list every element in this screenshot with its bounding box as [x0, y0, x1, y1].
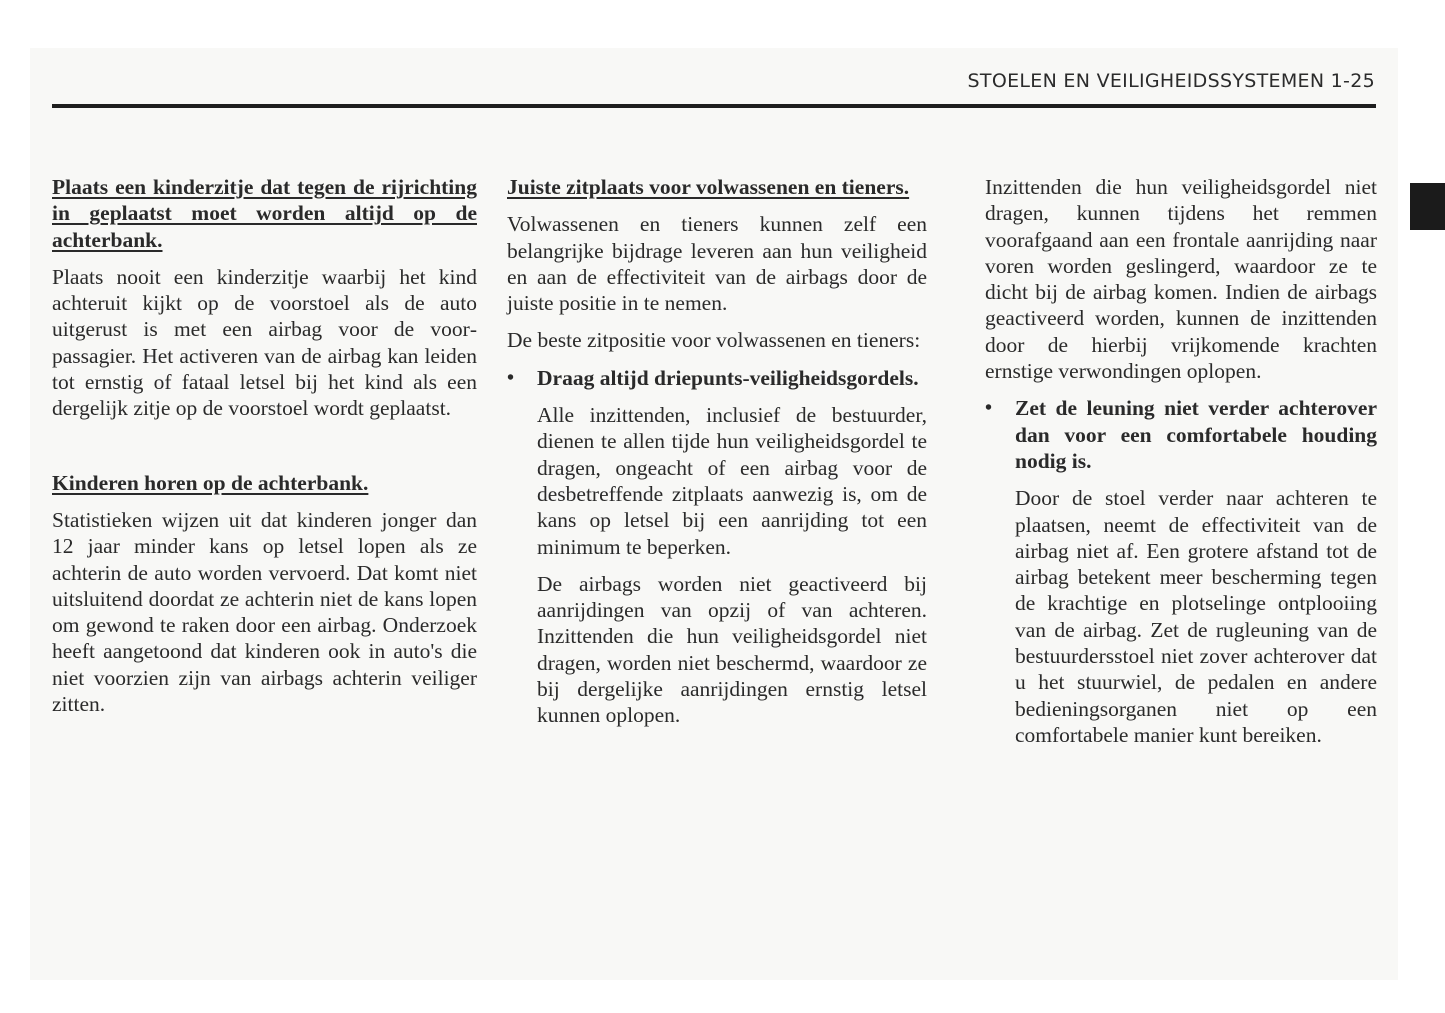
bullet-seatbelts: [507, 365, 927, 391]
column-right: [985, 174, 1377, 759]
paragraph-side-rear-collisions: De airbags worden niet geactiveerd bij aanrijdingen van opzij of van achteren. Inzittenden die hun veiligheidsgordel niet dragen, worden niet beschermd, waardoor ze bij dergelijke aanrijdingen ernstig letsel kunnen oplopen.: [537, 571, 927, 728]
paragraph-unbelted-occupants: Inzittenden die hun veiligheidsgordel niet dragen, kunnen tijdens het remmen voorafgaand aan een frontale aanrijding naar voren worden geslingerd, waardoor ze te dicht bij de airbag komen. Indien de airbags geactiveerd worden, kunnen de inzittenden door de hierbij vrijkomende krachten ernstige verwondingen oplopen.: [985, 175, 1377, 384]
heading-correct-seating: Juiste zitplaats voor volwassenen en tieners.: [507, 175, 910, 199]
paragraph-best-position: De beste zitpositie voor volwassenen en tieners:: [507, 328, 921, 353]
column-middle: [507, 174, 927, 740]
paragraph-rear-facing-warning: Plaats nooit een kinderzitje waarbij het kind achteruit kijkt op de voorstoel als de auto uitgerust is met een airbag voor de voorpassagier. Het activeren van de airbag kan leiden tot ernstig of fataal letsel bij het kind als een dergelijk zitje op de voorstoel wordt geplaatst.: [52, 264, 477, 421]
page-header-title: STOELEN EN VEILIGHEIDSSYSTEMEN 1-25: [967, 70, 1375, 92]
bullet-seatback-text: Zet de leuning niet verder achterover dan voor een comfortabele houding nodig is.: [1015, 396, 1377, 473]
bullet-seatback: [985, 395, 1377, 474]
paragraph-all-occupants: Alle inzittenden, inclusief de bestuurder, dienen te allen tijde hun veiligheidsgordel te dragen, ongeacht of een airbag voor de desbetreffende zitplaats aanwezig is, om de kans op letsel bij een aanrijding tot een minimum te beperken.: [537, 403, 927, 559]
section-tab-marker: [1410, 183, 1445, 230]
heading-children-rear-seat: Kinderen horen op de achterbank.: [52, 470, 369, 495]
bullet-icon: •: [507, 366, 515, 389]
header-rule: [52, 104, 1376, 108]
paragraph-statistics: Statistieken wijzen uit dat kinderen jonger dan 12 jaar minder kans op letsel lopen als ze achterin de auto worden vervoerd. Dat komt niet uitsluitend doordat ze achterin niet de kans lopen om gewond te raken door een airbag. Onderzoek heeft aangetoond dat kinderen ook in auto's die niet voorzien zijn van airbags achterin veiliger zitten.: [52, 507, 477, 717]
paragraph-seat-distance: Door de stoel verder naar achteren te plaatsen, neemt de effectiviteit van de airbag niet af. Een grotere afstand tot de airbag betekent meer bescherming tegen de krachtige en plotselinge ontplooiing van de airbag. Zet de rugleuning van de bestuurdersstoel niet zover achterover dat u het stuurwiel, de pedalen en andere bedieningsorganen niet op een comfortabele manier kunt bereiken.: [1015, 486, 1377, 747]
heading-rear-facing-seat: Plaats een kinderzitje dat tegen de rijrichting in geplaatst moet worden altijd op de achterbank.: [52, 175, 477, 252]
column-left: [52, 174, 477, 728]
bullet-icon: •: [985, 397, 993, 420]
paragraph-adults-teens: Volwassenen en tieners kunnen zelf een belangrijke bijdrage leveren aan hun veiligheid en aan de effectiviteit van de airbags door de juiste positie in te nemen.: [507, 212, 927, 316]
bullet-seatbelts-text: Draag altijd driepunts-veiligheidsgordels.: [537, 365, 919, 390]
